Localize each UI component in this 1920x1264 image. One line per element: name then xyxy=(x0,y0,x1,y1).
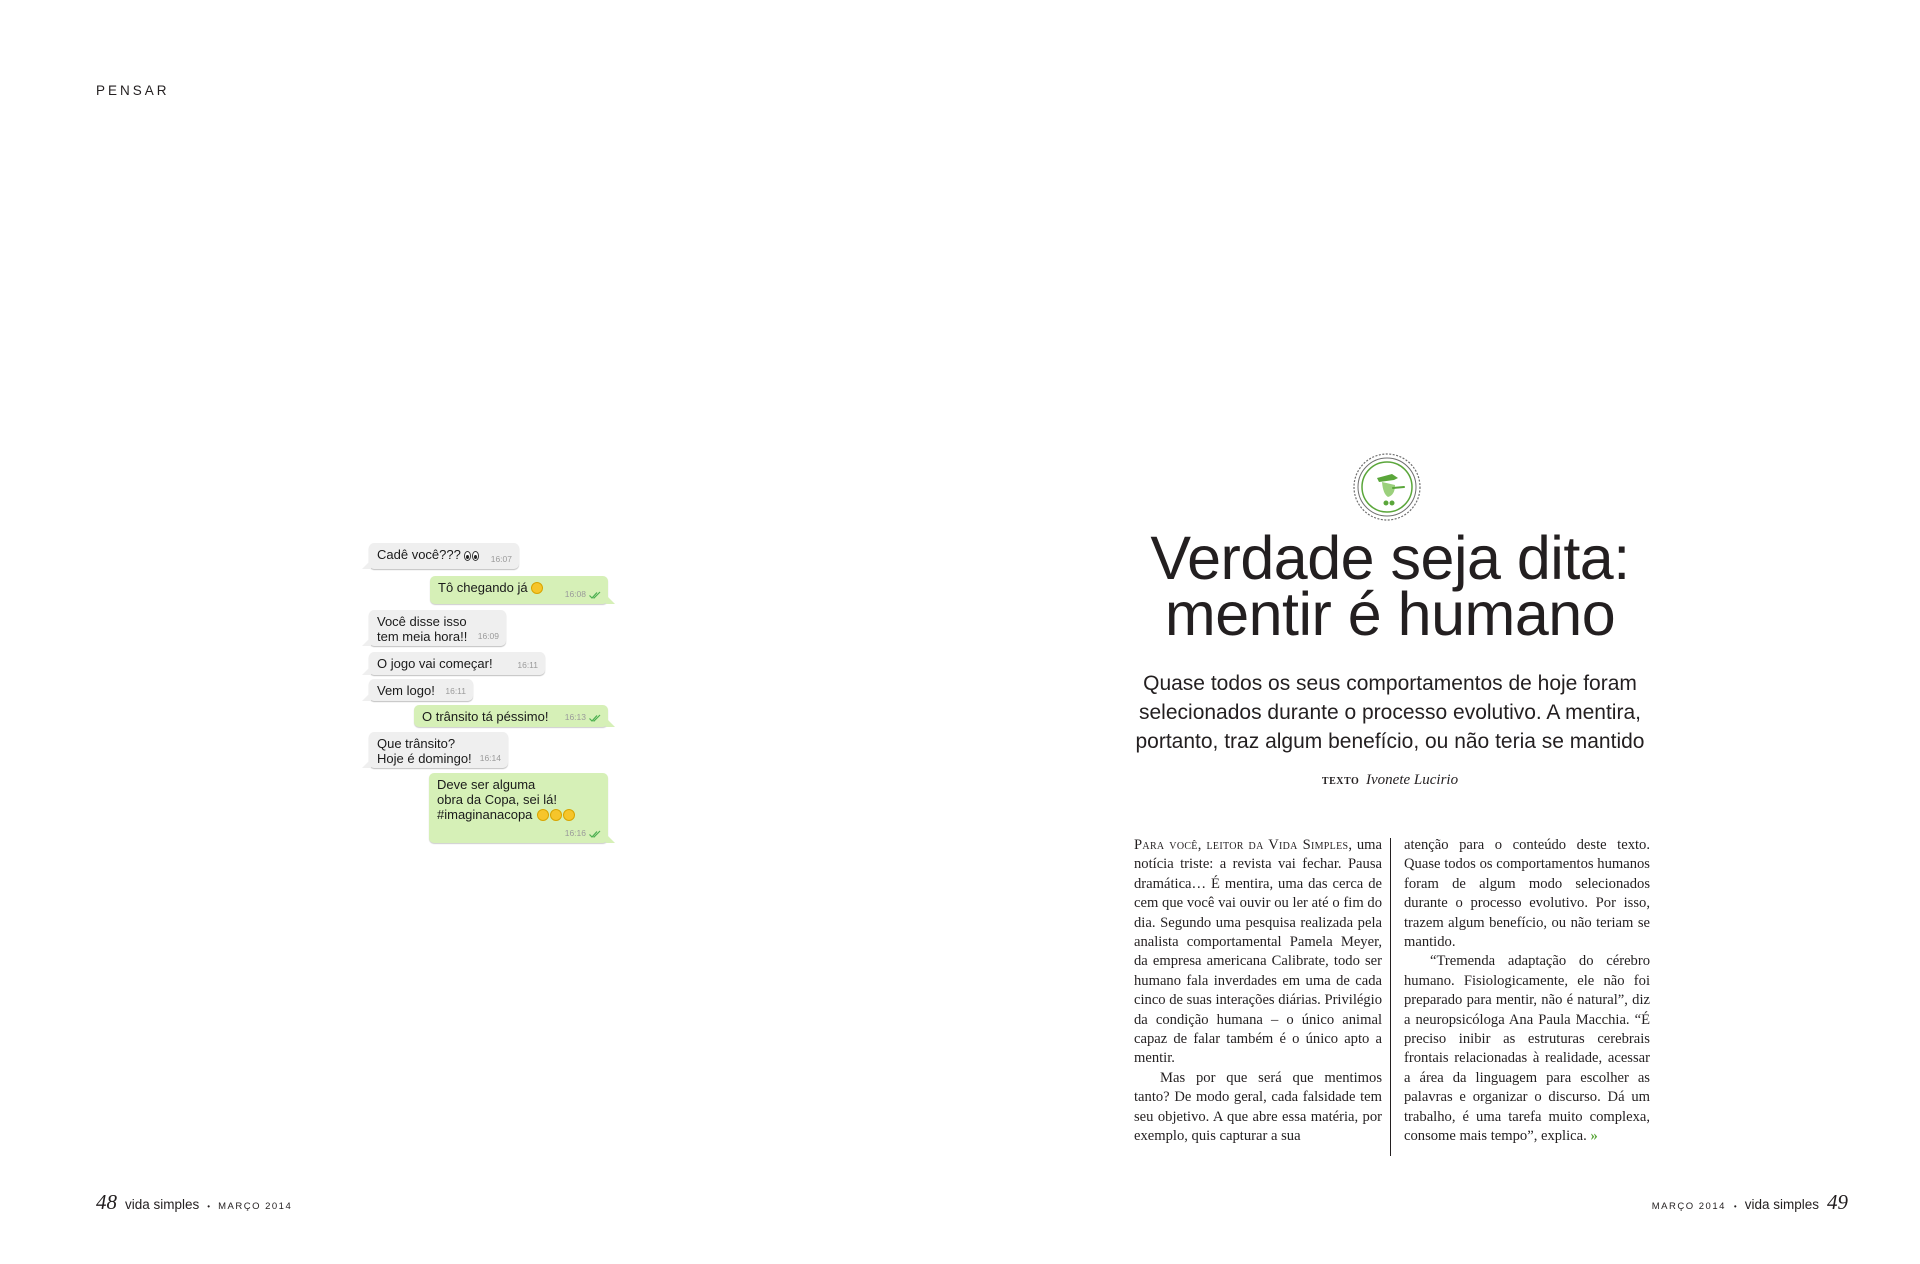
separator: • xyxy=(207,1202,211,1211)
message-time: 16:11 xyxy=(517,660,538,670)
message-time: 16:09 xyxy=(477,631,499,641)
byline xyxy=(1110,772,1670,789)
double-check-icon xyxy=(589,830,601,838)
double-check-icon xyxy=(589,591,601,599)
chat-bubble-3: Você disse isso tem meia hora!! 16:09 xyxy=(369,610,506,646)
smile-emoji-icon xyxy=(531,582,543,594)
laughing-emoji-icon xyxy=(563,809,575,821)
folio-right xyxy=(1652,1190,1848,1215)
author-name: Ivonete Lucirio xyxy=(1366,772,1459,788)
chat-bubble-8: Deve ser alguma obra da Copa, sei lá! #imaginanacopa 16:16 xyxy=(429,773,608,843)
pinocchio-badge-icon xyxy=(1352,452,1422,522)
article-title xyxy=(1110,524,1670,648)
message-time: 16:14 xyxy=(479,753,501,763)
message-meta: 16:13 xyxy=(565,710,601,725)
page-number: 49 xyxy=(1827,1190,1848,1214)
article-subtitle: Quase todos os seus comportamentos de hoje foram selecionados durante o processo evolutivo. A mentira, portanto, traz algum benefício, ou não teria se mantido xyxy=(1135,672,1645,753)
issue-date: MARÇO 2014 xyxy=(218,1201,293,1212)
article-column-right xyxy=(1404,836,1650,1147)
paragraph: Mas por que será que mentimos tanto? De modo geral, cada falsidade tem seu objetivo. A que abre essa matéria, por exemplo, quis capturar a sua xyxy=(1134,1069,1382,1145)
lead-in: Para você, leitor da Vida Simples, xyxy=(1134,837,1353,853)
chat-bubble-4: O jogo vai começar! 16:11 xyxy=(369,652,545,675)
folio-left xyxy=(96,1190,292,1215)
column-divider xyxy=(1390,838,1391,1156)
article-title-line: Verdade seja dita: xyxy=(1150,524,1630,592)
double-check-icon xyxy=(589,714,601,722)
section-label: PENSAR xyxy=(96,83,170,98)
magazine-name: vida simples xyxy=(1744,1197,1819,1212)
message-time: 16:07 xyxy=(490,554,512,564)
paragraph: atenção para o conteúdo deste texto. Quase todos os comportamentos humanos foram de algum modo selecionados durante o processo evolutivo. Por isso, trazem algum benefício, ou não teriam se mantido. xyxy=(1404,837,1650,951)
message-meta: 16:16 xyxy=(565,826,601,841)
paragraph: Para você, leitor da Vida Simples, uma notícia triste: a revista vai fechar. Pausa dramática… É mentira, uma das cerca de cem que você vai ouvir ou ler até o fim do dia. Segundo uma pesquisa realizada pela analista comportamental Pamela Meyer, da empresa americana Calibrate, todo ser humano fala inverdades em uma de cada cinco de suas interações diárias. Privilégio da condição humana – o único animal capaz de falar também é o único apto a mentir. xyxy=(1134,837,1383,1067)
separator: • xyxy=(1733,1202,1737,1211)
laughing-emoji-icon xyxy=(550,809,562,821)
article-column-left xyxy=(1134,836,1382,1147)
article-title-line: mentir é humano xyxy=(1164,580,1616,648)
message-meta: 16:08 xyxy=(565,587,601,602)
eyes-emoji-icon xyxy=(464,551,479,561)
page-number: 48 xyxy=(96,1190,117,1214)
chat-bubble-7: Que trânsito? Hoje é domingo! 16:14 xyxy=(369,732,508,768)
end-of-article-icon: » xyxy=(1590,1128,1598,1145)
chat-bubble-2: Tô chegando já 16:08 xyxy=(430,576,608,604)
chat-bubble-6: O trânsito tá péssimo! 16:13 xyxy=(414,705,608,727)
paragraph: “Tremenda adaptação do cérebro humano. Fisiologicamente, ele não foi preparado para mentir, não é natural”, diz a neuropsicóloga Ana Paula Macchia. “É preciso inibir as estruturas cerebrais frontais relacionadas à realidade, acessar a área da linguagem para escolher as palavras e organizar o discurso. Dá um trabalho, é uma tarefa muito complexa, consome mais tempo”, explica. » xyxy=(1404,953,1650,1145)
laughing-emoji-icon xyxy=(537,809,549,821)
issue-date: MARÇO 2014 xyxy=(1651,1201,1726,1212)
message-time: 16:11 xyxy=(445,686,466,696)
magazine-name: vida simples xyxy=(125,1197,200,1212)
byline-label: TEXTO xyxy=(1321,776,1360,787)
chat-illustration xyxy=(362,543,612,843)
chat-bubble-5: Vem logo! 16:11 xyxy=(369,679,473,701)
chat-bubble-1: Cadê você??? 16:07 xyxy=(369,543,519,569)
